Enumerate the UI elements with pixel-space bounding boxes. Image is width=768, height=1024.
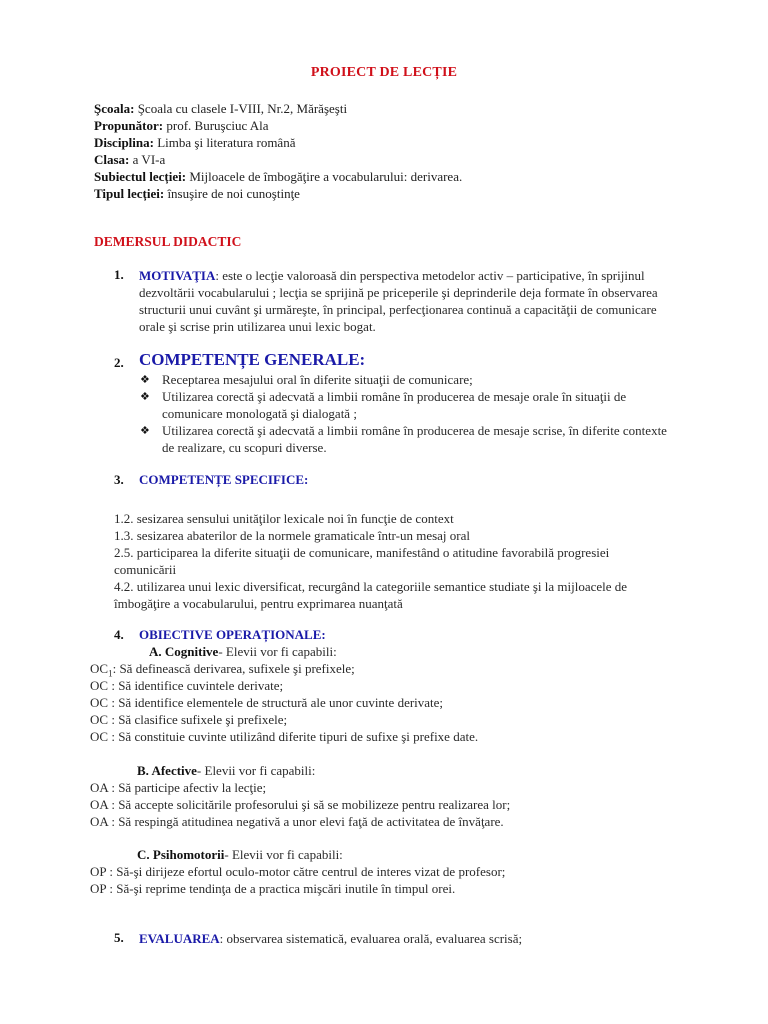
general-competences-heading: COMPETENȚE GENERALE: xyxy=(139,350,366,369)
objective-code: OC xyxy=(90,661,109,676)
objective-item xyxy=(90,729,478,745)
motivation-paragraph xyxy=(139,267,679,335)
objective-item xyxy=(90,797,510,813)
objective-text: Să clasifice sufixele şi prefixele; xyxy=(114,712,288,727)
specific-competence-item: 1.2. sesizarea sensului unităţilor lexicale noi în funcţie de context xyxy=(114,511,454,526)
specific-competence-item: 4.2. utilizarea unui lexic diversificat, recurgând la categoriile semantice studiate şi la mijloacele de îmbogăţire a vocabularului, pentru exprimarea nuanţată xyxy=(114,579,628,611)
objective-item xyxy=(90,712,287,728)
evaluation-paragraph xyxy=(139,930,522,947)
objective-sep: : xyxy=(108,695,115,710)
objective-text: Să participe afectiv la lecţie; xyxy=(114,780,267,795)
objective-text: Să identifice elementele de structură ale unor cuvinte derivate; xyxy=(114,695,444,710)
evaluation-text: : observarea sistematică, evaluarea orală, evaluarea scrisă; xyxy=(219,931,523,946)
info-value: Limba şi literatura română xyxy=(153,135,296,150)
objective-text: Să respingă atitudinea negativă a unor elevi faţă de activitatea de învăţare. xyxy=(114,814,504,829)
objective-item xyxy=(90,695,443,711)
group-label: B. Afective xyxy=(137,763,197,778)
section-number: 2. xyxy=(114,355,124,370)
info-label: Tipul lecției: xyxy=(94,186,165,201)
info-value: Şcoala cu clasele I-VIII, Nr.2, Mărăşeşti xyxy=(134,101,348,116)
motivation-text: : este o lecţie valoroasă din perspectiva metodelor activ – participative, în sprijinul dezvoltării vocabularului ; lecţia se sprijină pe priceperile şi deprinderile deja formate în observarea structurii unui cuvânt şi urmăreşte, în principal, perfecţionarea continuă a capacităţii de comunicare orale şi scrise prin utilizarea unui lexic bogat. xyxy=(139,268,658,334)
info-label: Şcoala: xyxy=(94,101,135,116)
objective-item xyxy=(90,678,283,694)
objective-code: OC xyxy=(90,712,109,727)
objective-code: OA xyxy=(90,814,109,829)
section-number: 4. xyxy=(114,627,124,642)
objective-code: OC xyxy=(90,695,109,710)
info-label: Subiectul lecției: xyxy=(94,169,187,184)
objective-text: Să accepte solicitările profesorului şi să se mobilizeze pentru realizarea lor; xyxy=(114,797,511,812)
diamond-bullet-icon: ❖ xyxy=(140,425,150,437)
objective-item xyxy=(90,814,504,830)
info-value: Mijloacele de îmbogăţire a vocabularului: derivarea. xyxy=(186,169,463,184)
section-number: 1. xyxy=(114,267,124,282)
group-label: A. Cognitive xyxy=(149,644,219,659)
info-label: Disciplina: xyxy=(94,135,154,150)
group-suffix: - Elevii vor fi capabili: xyxy=(196,763,316,778)
diamond-bullet-icon: ❖ xyxy=(140,391,150,403)
document-title: PROIECT DE LECȚIE xyxy=(310,65,458,80)
info-discipline xyxy=(94,134,295,151)
info-class xyxy=(94,151,165,168)
competence-item: Receptarea mesajului oral în diferite situaţii de comunicare; xyxy=(162,372,473,387)
info-subject xyxy=(94,168,462,185)
objective-item xyxy=(90,780,266,796)
competence-item: Utilizarea corectă şi adecvată a limbii române în producerea de mesaje orale în situaţii de comunicare monologată şi dialogată ; xyxy=(162,389,627,421)
objective-text: Să definească derivarea, sufixele şi prefixele; xyxy=(116,661,355,676)
group-label: C. Psihomotorii xyxy=(137,847,225,862)
objective-sep: : xyxy=(108,712,115,727)
objective-item xyxy=(90,661,355,679)
objective-text: Să constituie cuvinte utilizând diferite tipuri de sufixe şi prefixe date. xyxy=(114,729,479,744)
specific-competences-heading: COMPETENȚE SPECIFICE: xyxy=(139,472,309,487)
group-suffix: - Elevii vor fi capabili: xyxy=(224,847,343,862)
objective-code: OP xyxy=(90,881,107,896)
objective-text: Să-şi reprime tendinţa de a practica mişcări inutile în timpul orei. xyxy=(113,881,456,896)
section-number: 3. xyxy=(114,472,124,487)
info-value: a VI-a xyxy=(129,152,166,167)
objective-sep: : xyxy=(108,797,115,812)
specific-competence-item: 2.5. participarea la diferite situaţii de comunicare, manifestând o atitudine favorabilă progresiei comunicării xyxy=(114,545,610,577)
objective-sep: : xyxy=(106,864,114,879)
objective-item xyxy=(90,881,455,897)
diamond-bullet-icon: ❖ xyxy=(140,374,150,386)
objective-text: Să-şi dirijeze efortul oculo-motor către centrul de interes vizat de profesor; xyxy=(113,864,506,879)
objective-code: OA xyxy=(90,780,109,795)
info-label: Clasa: xyxy=(94,152,130,167)
objective-group-heading xyxy=(137,847,343,863)
objective-sep: : xyxy=(112,661,117,676)
info-value: prof. Buruşciuc Ala xyxy=(163,118,269,133)
specific-competence-item: 1.3. sesizarea abaterilor de la normele gramaticale într-un mesaj oral xyxy=(114,528,470,543)
group-suffix: - Elevii vor fi capabili: xyxy=(218,644,337,659)
objective-sep: : xyxy=(108,678,115,693)
demers-heading: DEMERSUL DIDACTIC xyxy=(94,234,242,249)
objective-sep: : xyxy=(108,729,115,744)
objective-code-sub: 1 xyxy=(108,668,113,679)
objective-code: OP xyxy=(90,864,107,879)
objective-code: OC xyxy=(90,729,109,744)
objective-sep: : xyxy=(108,814,115,829)
objective-code: OC xyxy=(90,678,109,693)
objective-code: OA xyxy=(90,797,109,812)
info-lesson-type xyxy=(94,185,300,202)
section-number: 5. xyxy=(114,930,124,945)
evaluation-heading: EVALUAREA xyxy=(139,931,220,946)
competence-item: Utilizarea corectă şi adecvată a limbii române în producerea de mesaje scrise, în diferite contexte de realizare, cu scopuri diverse. xyxy=(162,423,667,455)
objective-sep: : xyxy=(106,881,114,896)
objective-group-heading xyxy=(137,763,315,779)
info-label: Propunător: xyxy=(94,118,164,133)
objective-sep: : xyxy=(108,780,115,795)
info-teacher xyxy=(94,117,269,134)
objective-text: Să identifice cuvintele derivate; xyxy=(114,678,284,693)
motivation-heading: MOTIVAŢIA xyxy=(139,268,216,283)
objective-item xyxy=(90,864,505,880)
info-value: însuşire de noi cunoştinţe xyxy=(164,186,300,201)
objectives-heading: OBIECTIVE OPERAȚIONALE: xyxy=(139,627,326,642)
objective-group-heading xyxy=(149,644,337,660)
info-school xyxy=(94,100,347,117)
